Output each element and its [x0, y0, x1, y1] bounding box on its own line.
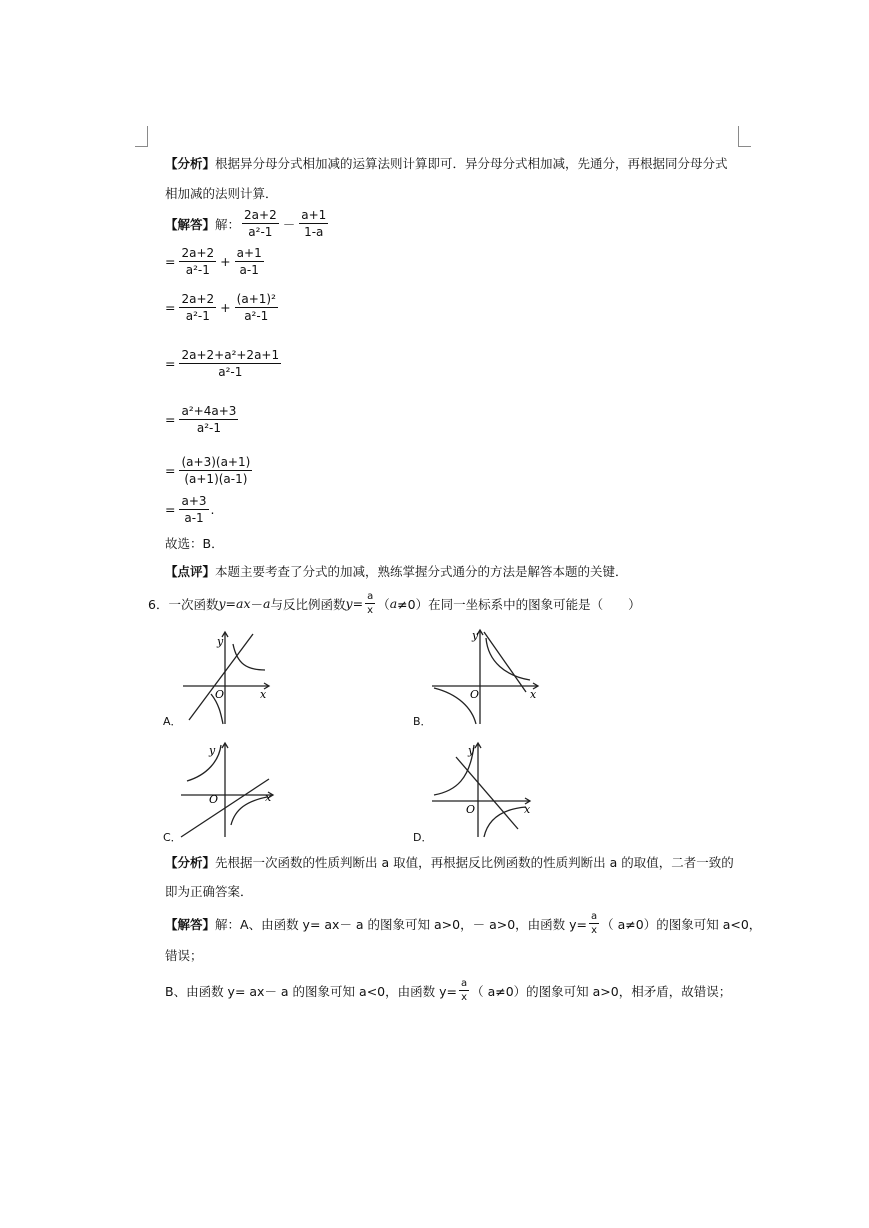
- solution-lead: 解：: [215, 216, 241, 232]
- y-label: y: [209, 744, 216, 757]
- denominator: x: [367, 605, 374, 616]
- analysis2-line-1: [165, 855, 734, 871]
- fraction: [589, 911, 599, 936]
- solution2-text: （ a≠0）的图象可知 a<0，: [601, 916, 762, 932]
- operator: －: [282, 216, 296, 232]
- fraction: [179, 404, 238, 435]
- numerator: a²+4a+3: [181, 404, 237, 418]
- question-var: a: [263, 596, 271, 611]
- hyperbola-branch: [233, 644, 265, 670]
- equals-sign: =: [165, 502, 176, 517]
- question-text: 一次函数: [168, 596, 219, 612]
- x-label: x: [260, 688, 267, 701]
- denominator: 1-a: [304, 225, 324, 239]
- comment-tag: 【点评】: [165, 564, 216, 579]
- analysis-tag: 【分析】: [165, 156, 216, 171]
- numerator: a: [460, 978, 468, 989]
- option-a-label: A．: [163, 715, 182, 728]
- denominator: x: [461, 992, 467, 1003]
- denominator: a²-1: [248, 225, 273, 239]
- denominator: a²-1: [244, 309, 269, 323]
- analysis2-tag: 【分析】: [165, 855, 216, 870]
- solution2-line-b: [165, 978, 731, 1003]
- fraction: [179, 246, 216, 277]
- denominator: a-1: [184, 511, 204, 525]
- operator: +: [220, 300, 231, 315]
- graph-c: [175, 737, 279, 841]
- fraction: [179, 494, 208, 525]
- question-text: （: [377, 596, 390, 612]
- denominator: a²-1: [185, 309, 210, 323]
- hyperbola-branch: [484, 807, 526, 837]
- question-var: y: [218, 596, 226, 611]
- solution-step-2: [165, 292, 280, 323]
- solution-tag: 【解答】: [165, 216, 216, 232]
- option-b-label: B．: [413, 715, 432, 728]
- solution2-text: （ a≠0）的图象可知 a>0，相矛盾，故错误；: [471, 983, 732, 999]
- operator: +: [220, 254, 231, 269]
- question-6: [148, 591, 641, 616]
- question-var: y: [345, 596, 353, 611]
- solution2-text: 错误；: [165, 948, 203, 963]
- y-label: y: [468, 744, 475, 757]
- analysis-line-1: [165, 156, 728, 172]
- denominator: a²-1: [185, 263, 210, 277]
- solution2-text: B、由函数 y= ax－ a 的图象可知 a<0，由函数 y=: [165, 983, 457, 999]
- graph-d: [428, 737, 536, 841]
- solution2-text: 解：A、由函数 y= ax－ a 的图象可知 a>0，－ a>0，由函数 y=: [215, 916, 588, 932]
- line-graph: [456, 757, 518, 829]
- equals-sign: =: [165, 254, 176, 269]
- analysis-line-2: [165, 186, 278, 202]
- comment-text: 本题主要考查了分式的加减，熟练掌握分式通分的方法是解答本题的关键．: [215, 564, 628, 579]
- line-graph: [484, 632, 526, 692]
- numerator: 2a+2+a²+2a+1: [181, 348, 280, 362]
- denominator: a²-1: [218, 365, 243, 379]
- equals-sign: =: [165, 463, 176, 478]
- denominator: x: [591, 925, 598, 936]
- equals-sign: =: [165, 356, 176, 371]
- x-label: x: [530, 688, 537, 701]
- origin-label: O: [209, 793, 219, 806]
- fraction: [235, 246, 264, 277]
- numerator: a+3: [181, 494, 207, 508]
- x-label: x: [524, 803, 531, 816]
- analysis-text-2: 相加减的法则计算．: [165, 186, 278, 201]
- question-text: 与反比例函数: [270, 596, 346, 612]
- denominator: a-1: [239, 263, 259, 277]
- fraction: [235, 292, 278, 323]
- question-var: ax: [236, 596, 251, 611]
- question-text: =: [352, 596, 364, 611]
- solution2-tag: 【解答】: [165, 916, 216, 932]
- numerator: 2a+2: [181, 292, 215, 306]
- fraction: [179, 348, 281, 379]
- crop-mark-right: [738, 126, 751, 147]
- analysis2-text-2: 即为正确答案．: [165, 884, 253, 899]
- fraction: [365, 591, 375, 616]
- solution-step-3: [165, 348, 283, 379]
- numerator: a: [367, 591, 374, 602]
- choice-text: 故选：B．: [165, 536, 224, 551]
- fraction: [179, 455, 252, 486]
- analysis2-text-1: 先根据一次函数的性质判断出 a 取值，再根据反比例函数的性质判断出 a 的取值，二者一致的: [215, 855, 734, 870]
- numerator: a+1: [301, 208, 327, 222]
- solution2-line-a: [165, 911, 761, 936]
- origin-label: O: [470, 688, 480, 701]
- analysis2-line-2: [165, 884, 253, 900]
- y-label: y: [472, 629, 479, 642]
- origin-label: O: [215, 688, 225, 701]
- period: .: [210, 502, 215, 517]
- solution-step-4: [165, 404, 240, 435]
- crop-mark-left: [135, 126, 148, 147]
- solution-step-6: [165, 494, 215, 525]
- solution-step-0: [165, 208, 330, 239]
- solution-choice: [165, 536, 224, 552]
- denominator: (a+1)(a-1): [184, 472, 248, 486]
- numerator: (a+1)²: [236, 292, 276, 306]
- solution-step-1: [165, 246, 266, 277]
- fraction: [242, 208, 279, 239]
- x-label: x: [265, 791, 272, 804]
- solution-step-5: [165, 455, 254, 486]
- numerator: a: [591, 911, 598, 922]
- hyperbola-branch: [187, 745, 221, 781]
- fraction: [179, 292, 216, 323]
- question-text: －: [250, 596, 264, 612]
- numerator: 2a+2: [244, 208, 277, 222]
- numerator: a+1: [236, 246, 262, 260]
- fraction: [459, 978, 469, 1003]
- graph-b: [426, 624, 542, 728]
- graph-a: [175, 624, 275, 728]
- equals-sign: =: [165, 412, 176, 427]
- option-d-label: D．: [413, 831, 433, 844]
- numerator: (a+3)(a+1): [181, 455, 251, 469]
- equals-sign: =: [165, 300, 176, 315]
- origin-label: O: [466, 803, 476, 816]
- analysis-text-1: 根据异分母分式相加减的运算法则计算即可．异分母分式相加减，先通分，再根据同分母分式: [215, 156, 728, 171]
- option-c-label: C．: [163, 831, 182, 844]
- numerator: 2a+2: [181, 246, 215, 260]
- question-var: a: [389, 596, 398, 611]
- y-label: y: [217, 635, 224, 648]
- question-text: =: [225, 596, 237, 611]
- fraction: [299, 208, 328, 239]
- solution2-line-a2: [165, 948, 203, 964]
- question-number: 6．: [148, 596, 169, 612]
- comment-line: [165, 564, 628, 580]
- question-text: ≠0）在同一坐标系中的图象可能是（ ）: [397, 596, 641, 612]
- denominator: a²-1: [196, 421, 221, 435]
